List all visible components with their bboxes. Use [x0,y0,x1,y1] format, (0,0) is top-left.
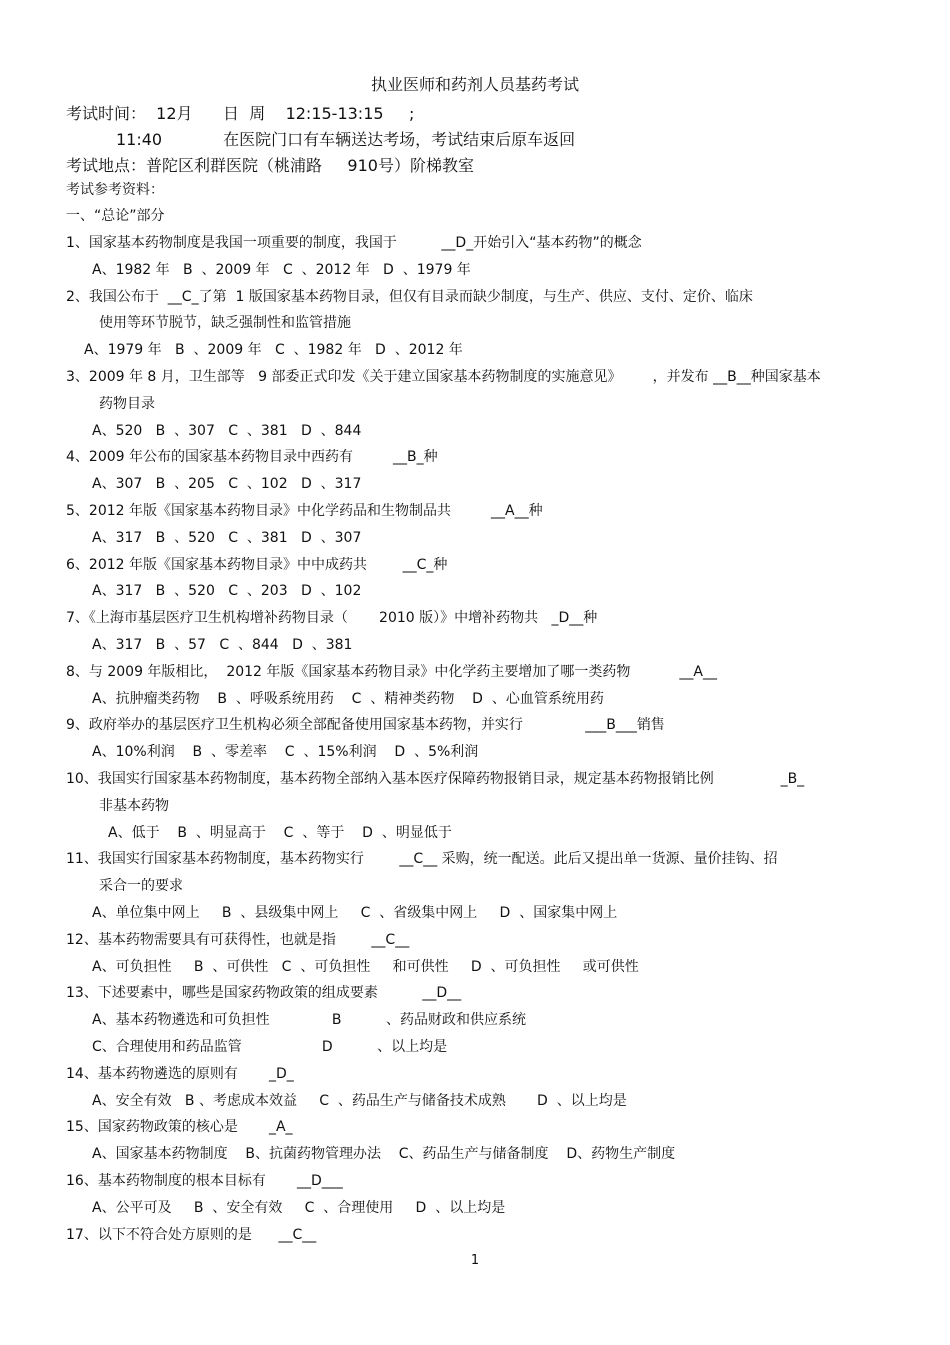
question-13-options: C、合理使用和药品监管 D 、以上均是 [92,1039,448,1055]
question-11: 11、我国实行国家基本药物制度，基本药物实行 __C__ 采购，统一配送。此后又提出单一货源、量价挂钩、招 [66,851,778,868]
question-13-options: A、基本药物遴选和可负担性 B 、药品财政和供应系统 [92,1012,526,1029]
question-17: 17、以下不符合处方原则的是 __C__ [66,1226,317,1243]
question-3-options: A、520 B 、307 C 、381 D 、844 [92,422,362,439]
question-12: 12、基本药物需要具有可获得性，也就是指 __C__ [66,931,410,948]
question-13: 13、下述要素中，哪些是国家药物政策的组成要素 __D__ [66,985,462,1002]
question-2-options: A、1979 年 B 、2009 年 C 、1982 年 D 、2012 年 [84,342,463,359]
question-14: 14、基本药物遴选的原则有 _D_ [66,1065,294,1082]
question-2-continuation: 使用等环节脱节，缺乏强制性和监管措施 [99,315,351,332]
question-15: 15、国家药物政策的核心是 _A_ [66,1119,293,1136]
question-16-options: A、公平可及 B 、安全有效 C 、合理使用 D 、以上均是 [92,1199,506,1216]
exam-time: 考试时间： 12月 日 周 12:15-13:15 ; [66,104,415,123]
page-number: 1 [470,1253,480,1268]
reference-label: 考试参考资料： [66,182,164,198]
question-2: 2、我国公布于 __C_了第 1 版国家基本药物目录，但仅有目录而缺少制度，与生产、供应、支付、定价、临床 [66,288,753,305]
question-6-options: A、317 B 、520 C 、203 D 、102 [92,583,362,600]
question-11-options: A、单位集中网上 B 、县级集中网上 C 、省级集中网上 D 、国家集中网上 [92,905,618,921]
question-4-options: A、307 B 、205 C 、102 D 、317 [92,476,362,493]
question-8: 8、与 2009 年版相比， 2012 年版《国家基本药物目录》中化学药主要增加了哪一类药物 __A__ [66,663,717,680]
question-15-options: A、国家基本药物制度 B、抗菌药物管理办法 C、药品生产与储备制度 D、药物生产制度 [92,1146,676,1163]
document-title: 执业医师和药剂人员基药考试 [370,75,579,94]
question-7: 7、《上海市基层医疗卫生机构增补药物目录（ 2010 版）》中增补药物共 _D__种 [66,610,598,627]
question-16: 16、基本药物制度的根本目标有 __D___ [66,1173,343,1189]
question-10: 10、我国实行国家基本药物制度，基本药物全部纳入基本医疗保障药物报销目录，规定基本药物报销比例 _B_ [66,771,805,787]
question-14-options: A、安全有效 B 、考虑成本效益 C 、药品生产与储备技术成熟 D 、以上均是 [92,1092,627,1109]
question-1-options: A、1982 年 B 、2009 年 C 、2012 年 D 、1979 年 [92,261,471,278]
section-heading: 一、“总论”部分 [66,208,165,224]
question-9-options: A、10%利润 B 、零差率 C 、15%利润 D 、5%利润 [92,744,479,761]
question-10-options: A、低于 B 、明显高于 C 、等于 D 、明显低于 [108,824,452,841]
question-11-continuation: 采合一的要求 [99,878,183,895]
question-6: 6、2012 年版《国家基本药物目录》中中成药共 __C_种 [66,556,448,573]
question-1: 1、国家基本药物制度是我国一项重要的制度，我国于 __D_开始引入“基本药物”的概念 [66,235,642,251]
question-7-options: A、317 B 、57 C 、844 D 、381 [92,637,353,653]
question-3: 3、2009 年 8 月，卫生部等 9 部委正式印发《关于建立国家基本药物制度的实施意见》 ，并发布 __B__种国家基本 [66,369,821,385]
question-12-options: A、可负担性 B 、可供性 C 、可负担性 和可供性 D 、可负担性 或可供性 [92,958,639,975]
question-4: 4、2009 年公布的国家基本药物目录中西药有 __B_种 [66,449,438,466]
question-5: 5、2012 年版《国家基本药物目录》中化学药品和生物制品共 __A__种 [66,503,543,519]
question-8-options: A、抗肿瘤类药物 B 、呼吸系统用药 C 、精神类药物 D 、心血管系统用药 [92,690,604,707]
question-3-continuation: 药物目录 [99,395,155,412]
question-10-continuation: 非基本药物 [99,797,169,814]
exam-place: 考试地点：普陀区利群医院（桃浦路 910号）阶梯教室 [66,156,474,175]
question-5-options: A、317 B 、520 C 、381 D 、307 [92,529,362,546]
question-9: 9、政府举办的基层医疗卫生机构必须全部配备使用国家基本药物，并实行 ___B___销售 [66,717,665,734]
bus-info: 11:40 在医院门口有车辆送达考场，考试结束后原车返回 [116,130,576,149]
